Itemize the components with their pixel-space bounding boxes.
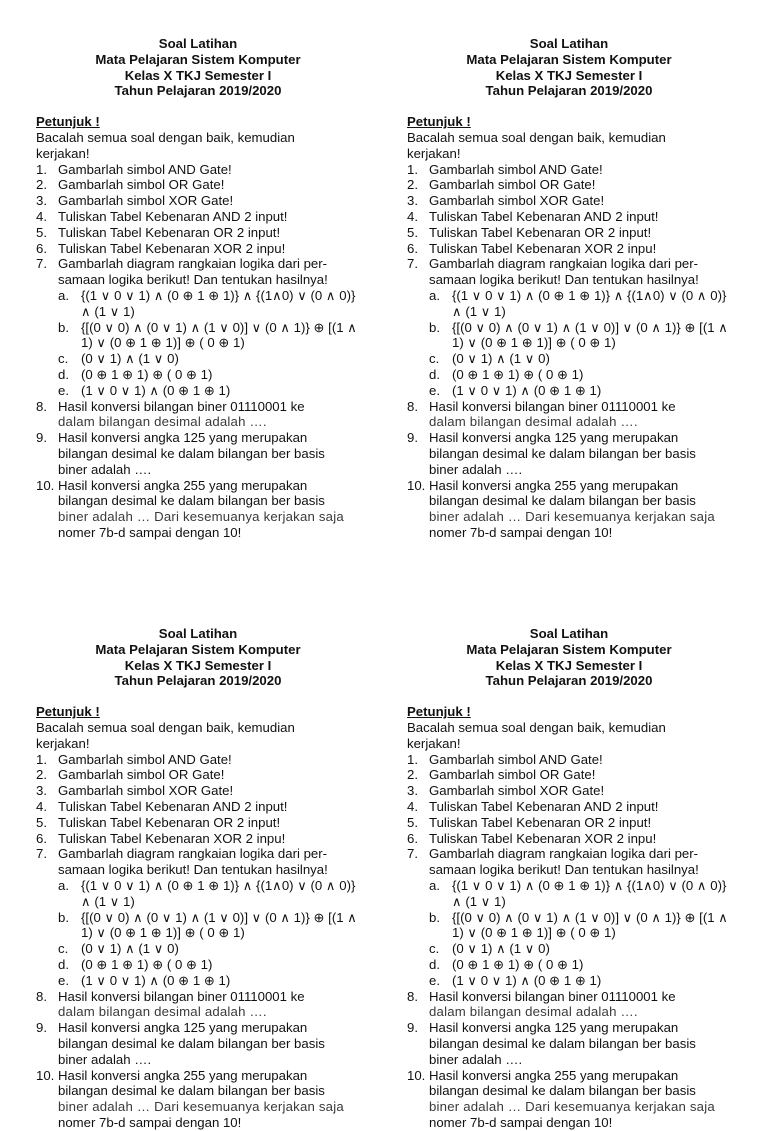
subquestion-b: b. {[(0 ∨ 0) ∧ (0 ∨ 1) ∧ (1 ∨ 0)] ∨ (0 ∧ 1)} ⊕ [(1 ∧	[58, 319, 357, 335]
question-10: 10. Hasil konversi angka 255 yang merupakan	[407, 477, 679, 493]
subquestion-b-cont: 1) ∨ (0 ⊕ 1 ⊕ 1)] ⊕ ( 0 ⊕ 1)	[81, 335, 245, 351]
question-8: 8. Hasil konversi bilangan biner 01110001 ke	[36, 988, 305, 1004]
question-9-cont: bilangan desimal ke dalam bilangan ber basis	[429, 445, 696, 461]
sheet-header	[36, 36, 381, 99]
question-3: 3. Gambarlah simbol XOR Gate!	[407, 193, 605, 209]
question-2: 2. Gambarlah simbol OR Gate!	[36, 177, 225, 193]
subquestion-a: a. {(1 ∨ 0 ∨ 1) ∧ (0 ⊕ 1 ⊕ 1)} ∧ {(1∧0) ∨ (0 ∧ 0)}	[429, 287, 727, 303]
intro-line: Bacalah semua soal dengan baik, kemudian	[36, 129, 295, 145]
question-10: 10. Hasil konversi angka 255 yang merupakan	[36, 477, 308, 493]
sheet-bottom-left	[36, 626, 381, 1131]
question-10-cont: nomer 7b-d sampai dengan 10!	[429, 524, 613, 540]
subquestion-b-cont: 1) ∨ (0 ⊕ 1 ⊕ 1)] ⊕ ( 0 ⊕ 1)	[452, 925, 616, 941]
question-10-cont: biner adalah … Dari kesemuanya kerjakan saja	[58, 509, 344, 525]
question-9-cont: bilangan desimal ke dalam bilangan ber basis	[58, 445, 325, 461]
subquestion-c: c. (0 ∨ 1) ∧ (1 ∨ 0)	[429, 351, 550, 367]
sheet-bottom-right	[407, 626, 752, 1131]
question-9: 9. Hasil konversi angka 125 yang merupakan	[36, 1020, 308, 1036]
subquestion-a: a. {(1 ∨ 0 ∨ 1) ∧ (0 ⊕ 1 ⊕ 1)} ∧ {(1∧0) ∨ (0 ∧ 0)}	[58, 287, 356, 303]
subquestion-b: b. {[(0 ∨ 0) ∧ (0 ∨ 1) ∧ (1 ∨ 0)] ∨ (0 ∧ 1)} ⊕ [(1 ∧	[429, 909, 728, 925]
class-line: Kelas X TKJ Semester I	[124, 67, 272, 83]
question-4: 4. Tuliskan Tabel Kebenaran AND 2 input!	[407, 208, 659, 224]
question-7: 7. Gambarlah diagram rangkaian logika dari per-	[36, 846, 328, 862]
sheet-top-left	[36, 36, 381, 541]
year-line: Tahun Pelajaran 2019/2020	[114, 673, 282, 689]
subquestion-a-cont: ∧ (1 ∨ 1)	[452, 893, 506, 909]
subquestion-c: c. (0 ∨ 1) ∧ (1 ∨ 0)	[429, 941, 550, 957]
question-5: 5. Tuliskan Tabel Kebenaran OR 2 input!	[407, 814, 652, 830]
question-10-cont: bilangan desimal ke dalam bilangan ber basis	[58, 493, 325, 509]
question-7: 7. Gambarlah diagram rangkaian logika dari per-	[36, 256, 328, 272]
question-9-cont: bilangan desimal ke dalam bilangan ber basis	[58, 1035, 325, 1051]
subquestion-b-cont: 1) ∨ (0 ⊕ 1 ⊕ 1)] ⊕ ( 0 ⊕ 1)	[81, 925, 245, 941]
question-10-cont: nomer 7b-d sampai dengan 10!	[429, 1114, 613, 1130]
subquestion-c: c. (0 ∨ 1) ∧ (1 ∨ 0)	[58, 351, 179, 367]
question-9: 9. Hasil konversi angka 125 yang merupakan	[407, 430, 679, 446]
question-5: 5. Tuliskan Tabel Kebenaran OR 2 input!	[407, 224, 652, 240]
question-6: 6. Tuliskan Tabel Kebenaran XOR 2 inpu!	[407, 830, 657, 846]
question-10-cont: bilangan desimal ke dalam bilangan ber basis	[58, 1083, 325, 1099]
sheet-title: Soal Latihan	[529, 36, 609, 51]
sheet-title: Soal Latihan	[158, 36, 238, 51]
subject-line: Mata Pelajaran Sistem Komputer	[95, 641, 301, 657]
question-6: 6. Tuliskan Tabel Kebenaran XOR 2 inpu!	[36, 240, 286, 256]
question-8-cont: dalam bilangan desimal adalah ….	[58, 414, 267, 430]
question-10-cont: bilangan desimal ke dalam bilangan ber basis	[429, 493, 696, 509]
question-5: 5. Tuliskan Tabel Kebenaran OR 2 input!	[36, 814, 281, 830]
question-10: 10. Hasil konversi angka 255 yang merupakan	[36, 1067, 308, 1083]
subquestion-c: c. (0 ∨ 1) ∧ (1 ∨ 0)	[58, 941, 179, 957]
question-8: 8. Hasil konversi bilangan biner 01110001 ke	[36, 398, 305, 414]
question-7-cont: samaan logika berikut! Dan tentukan hasilnya!	[429, 272, 699, 288]
subquestion-a-cont: ∧ (1 ∨ 1)	[452, 303, 506, 319]
subquestion-d: d. (0 ⊕ 1 ⊕ 1) ⊕ ( 0 ⊕ 1)	[58, 956, 213, 972]
question-8: 8. Hasil konversi bilangan biner 01110001 ke	[407, 988, 676, 1004]
petunjuk-heading: Petunjuk !	[36, 704, 100, 720]
question-10-cont: nomer 7b-d sampai dengan 10!	[58, 1114, 242, 1130]
year-line: Tahun Pelajaran 2019/2020	[485, 83, 653, 99]
sheet-header	[407, 626, 752, 689]
intro-line: Bacalah semua soal dengan baik, kemudian	[407, 129, 666, 145]
question-2: 2. Gambarlah simbol OR Gate!	[407, 177, 596, 193]
sheet-header	[407, 36, 752, 99]
question-10-cont: bilangan desimal ke dalam bilangan ber basis	[429, 1083, 696, 1099]
subject-line: Mata Pelajaran Sistem Komputer	[466, 641, 672, 657]
year-line: Tahun Pelajaran 2019/2020	[114, 83, 282, 99]
question-10: 10. Hasil konversi angka 255 yang merupakan	[407, 1067, 679, 1083]
subquestion-a: a. {(1 ∨ 0 ∨ 1) ∧ (0 ⊕ 1 ⊕ 1)} ∧ {(1∧0) ∨ (0 ∧ 0)}	[58, 877, 356, 893]
question-10-cont: biner adalah … Dari kesemuanya kerjakan saja	[58, 1099, 344, 1115]
subquestion-e: e. (1 ∨ 0 ∨ 1) ∧ (0 ⊕ 1 ⊕ 1)	[58, 972, 231, 988]
intro-line: kerjakan!	[407, 735, 461, 751]
question-9-cont: biner adalah ….	[58, 461, 152, 477]
question-10-cont: biner adalah … Dari kesemuanya kerjakan saja	[429, 1099, 715, 1115]
question-4: 4. Tuliskan Tabel Kebenaran AND 2 input!	[36, 798, 288, 814]
question-1: 1. Gambarlah simbol AND Gate!	[407, 751, 603, 767]
intro-line: Bacalah semua soal dengan baik, kemudian	[36, 719, 295, 735]
question-7: 7. Gambarlah diagram rangkaian logika dari per-	[407, 846, 699, 862]
year-line: Tahun Pelajaran 2019/2020	[485, 673, 653, 689]
intro-line: kerjakan!	[36, 145, 90, 161]
question-10-cont: nomer 7b-d sampai dengan 10!	[58, 524, 242, 540]
question-8-cont: dalam bilangan desimal adalah ….	[429, 414, 638, 430]
question-6: 6. Tuliskan Tabel Kebenaran XOR 2 inpu!	[407, 240, 657, 256]
subject-line: Mata Pelajaran Sistem Komputer	[466, 51, 672, 67]
subject-line: Mata Pelajaran Sistem Komputer	[95, 51, 301, 67]
petunjuk-heading: Petunjuk !	[407, 704, 471, 720]
intro-line: kerjakan!	[407, 145, 461, 161]
sheet-title: Soal Latihan	[529, 626, 609, 641]
subquestion-b-cont: 1) ∨ (0 ⊕ 1 ⊕ 1)] ⊕ ( 0 ⊕ 1)	[452, 335, 616, 351]
class-line: Kelas X TKJ Semester I	[495, 657, 643, 673]
question-7: 7. Gambarlah diagram rangkaian logika dari per-	[407, 256, 699, 272]
question-1: 1. Gambarlah simbol AND Gate!	[36, 161, 232, 177]
subquestion-a-cont: ∧ (1 ∨ 1)	[81, 303, 135, 319]
class-line: Kelas X TKJ Semester I	[495, 67, 643, 83]
subquestion-e: e. (1 ∨ 0 ∨ 1) ∧ (0 ⊕ 1 ⊕ 1)	[429, 382, 602, 398]
question-5: 5. Tuliskan Tabel Kebenaran OR 2 input!	[36, 224, 281, 240]
question-8: 8. Hasil konversi bilangan biner 01110001 ke	[407, 398, 676, 414]
question-9: 9. Hasil konversi angka 125 yang merupakan	[36, 430, 308, 446]
question-9: 9. Hasil konversi angka 125 yang merupakan	[407, 1020, 679, 1036]
question-7-cont: samaan logika berikut! Dan tentukan hasilnya!	[58, 272, 328, 288]
subquestion-a: a. {(1 ∨ 0 ∨ 1) ∧ (0 ⊕ 1 ⊕ 1)} ∧ {(1∧0) ∨ (0 ∧ 0)}	[429, 877, 727, 893]
question-1: 1. Gambarlah simbol AND Gate!	[36, 751, 232, 767]
question-9-cont: bilangan desimal ke dalam bilangan ber basis	[429, 1035, 696, 1051]
question-6: 6. Tuliskan Tabel Kebenaran XOR 2 inpu!	[36, 830, 286, 846]
question-9-cont: biner adalah ….	[58, 1051, 152, 1067]
question-3: 3. Gambarlah simbol XOR Gate!	[36, 783, 234, 799]
question-10-cont: biner adalah … Dari kesemuanya kerjakan saja	[429, 509, 715, 525]
sheet-title: Soal Latihan	[158, 626, 238, 641]
question-2: 2. Gambarlah simbol OR Gate!	[36, 767, 225, 783]
question-7-cont: samaan logika berikut! Dan tentukan hasilnya!	[58, 862, 328, 878]
subquestion-d: d. (0 ⊕ 1 ⊕ 1) ⊕ ( 0 ⊕ 1)	[429, 956, 584, 972]
subquestion-e: e. (1 ∨ 0 ∨ 1) ∧ (0 ⊕ 1 ⊕ 1)	[429, 972, 602, 988]
question-7-cont: samaan logika berikut! Dan tentukan hasilnya!	[429, 862, 699, 878]
question-3: 3. Gambarlah simbol XOR Gate!	[407, 783, 605, 799]
subquestion-d: d. (0 ⊕ 1 ⊕ 1) ⊕ ( 0 ⊕ 1)	[429, 366, 584, 382]
subquestion-b: b. {[(0 ∨ 0) ∧ (0 ∨ 1) ∧ (1 ∨ 0)] ∨ (0 ∧ 1)} ⊕ [(1 ∧	[429, 319, 728, 335]
question-1: 1. Gambarlah simbol AND Gate!	[407, 161, 603, 177]
question-3: 3. Gambarlah simbol XOR Gate!	[36, 193, 234, 209]
subquestion-d: d. (0 ⊕ 1 ⊕ 1) ⊕ ( 0 ⊕ 1)	[58, 366, 213, 382]
intro-line: Bacalah semua soal dengan baik, kemudian	[407, 719, 666, 735]
petunjuk-heading: Petunjuk !	[407, 114, 471, 130]
subquestion-e: e. (1 ∨ 0 ∨ 1) ∧ (0 ⊕ 1 ⊕ 1)	[58, 382, 231, 398]
question-8-cont: dalam bilangan desimal adalah ….	[58, 1004, 267, 1020]
question-4: 4. Tuliskan Tabel Kebenaran AND 2 input!	[36, 208, 288, 224]
sheet-header	[36, 626, 381, 689]
subquestion-a-cont: ∧ (1 ∨ 1)	[81, 893, 135, 909]
question-4: 4. Tuliskan Tabel Kebenaran AND 2 input!	[407, 798, 659, 814]
question-8-cont: dalam bilangan desimal adalah ….	[429, 1004, 638, 1020]
subquestion-b: b. {[(0 ∨ 0) ∧ (0 ∨ 1) ∧ (1 ∨ 0)] ∨ (0 ∧ 1)} ⊕ [(1 ∧	[58, 909, 357, 925]
class-line: Kelas X TKJ Semester I	[124, 657, 272, 673]
question-9-cont: biner adalah ….	[429, 1051, 523, 1067]
question-9-cont: biner adalah ….	[429, 461, 523, 477]
sheet-top-right	[407, 36, 752, 541]
intro-line: kerjakan!	[36, 735, 90, 751]
question-2: 2. Gambarlah simbol OR Gate!	[407, 767, 596, 783]
petunjuk-heading: Petunjuk !	[36, 114, 100, 130]
